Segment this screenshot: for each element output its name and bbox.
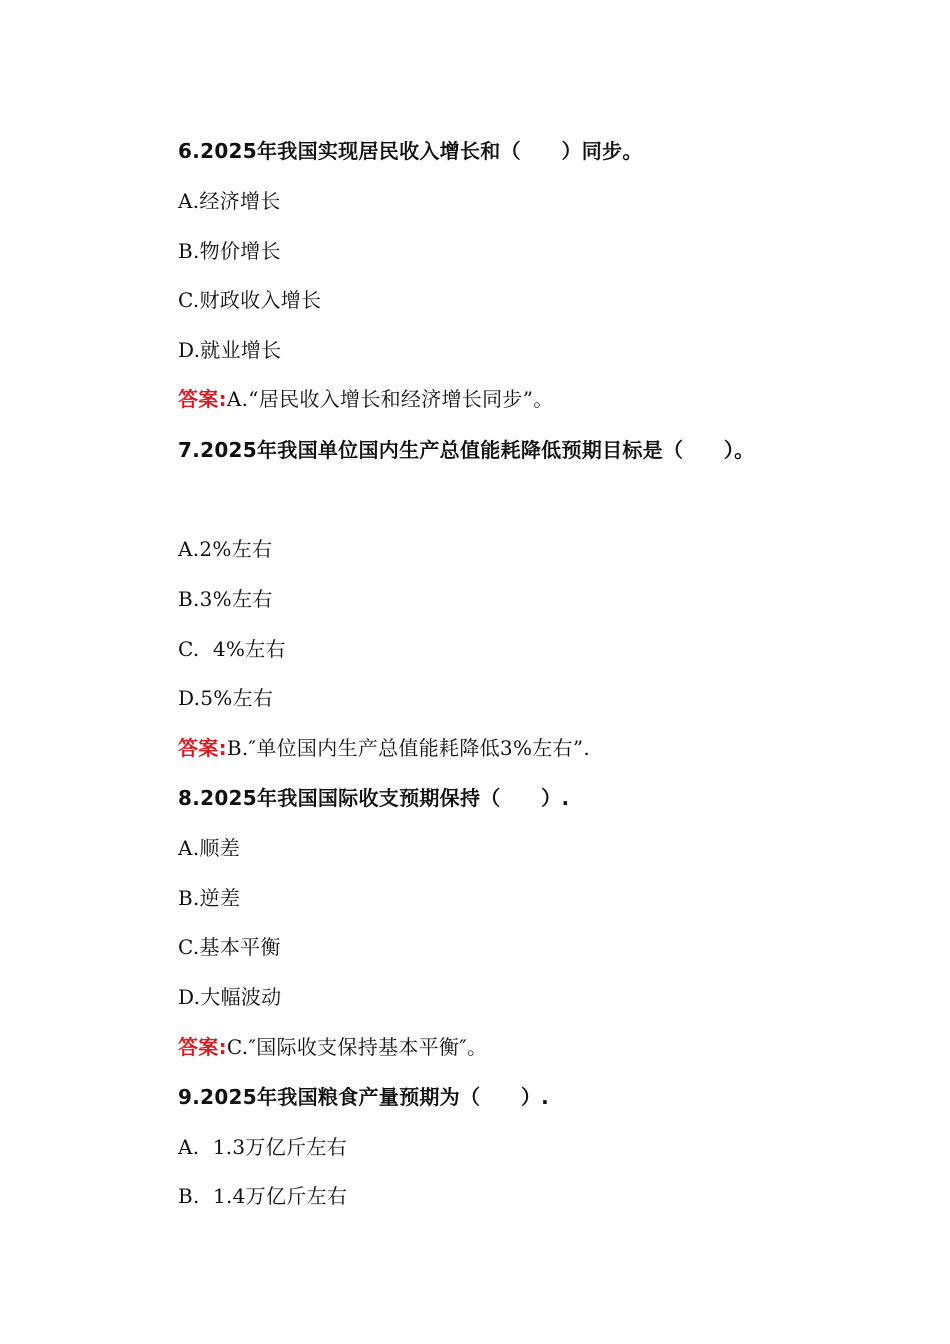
question-8-option-a: A.顺差 — [178, 836, 241, 860]
question-8-answer — [178, 1032, 487, 1062]
answer-label: 答案: — [178, 387, 227, 411]
question-7-option-b: B.3%左右 — [178, 587, 273, 611]
question-7-option-c: C. 4%左右 — [178, 637, 286, 661]
question-9-option-a: A. 1.3万亿斤左右 — [178, 1135, 347, 1159]
question-6-stem: 6.2025年我国实现居民收入增长和（ ）同步。 — [178, 139, 643, 163]
answer-text: A.“居民收入增长和经济增长同步”。 — [226, 387, 554, 411]
question-9-stem: 9.2025年我国粮食产量预期为（ ）. — [178, 1085, 550, 1109]
question-8-stem: 8.2025年我国国际收支预期保持（ ）. — [178, 786, 570, 810]
question-8-option-b: B.逆差 — [178, 886, 241, 910]
question-6-answer — [178, 384, 554, 414]
question-7-option-d: D.5%左右 — [178, 686, 274, 710]
answer-text: B.″单位国内生产总值能耗降低3%左右”. — [226, 736, 591, 760]
question-8-option-c: C.基本平衡 — [178, 935, 281, 959]
question-6-option-d: D.就业增长 — [178, 338, 282, 362]
question-9-option-b: B. 1.4万亿斤左右 — [178, 1184, 348, 1208]
question-7-answer — [178, 733, 590, 763]
answer-text: C.″国际收支保持基本平衡″。 — [226, 1035, 488, 1059]
question-8-option-d: D.大幅波动 — [178, 985, 282, 1009]
question-6-option-c: C.财政收入增长 — [178, 288, 322, 312]
question-7-option-a: A.2%左右 — [178, 537, 273, 561]
answer-label: 答案: — [178, 736, 227, 760]
question-7-stem: 7.2025年我国单位国内生产总值能耗降低预期目标是（ ）。 — [178, 438, 755, 462]
answer-label: 答案: — [178, 1035, 227, 1059]
question-6-option-a: A.经济增长 — [178, 189, 281, 213]
question-6-option-b: B.物价增长 — [178, 239, 281, 263]
